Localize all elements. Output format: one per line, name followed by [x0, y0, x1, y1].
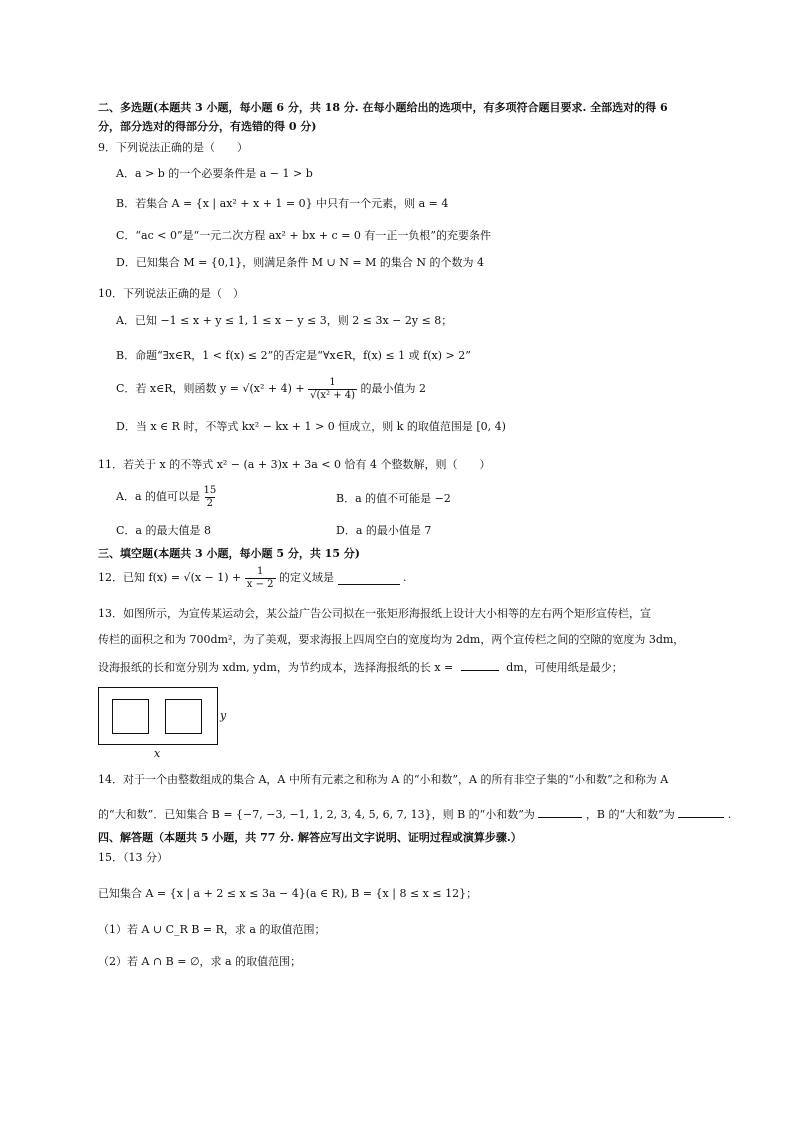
q11-option-a-pre: A．a 的值可以是 [116, 490, 204, 504]
q10-option-a: A．已知 −1 ≤ x + y ≤ 1, 1 ≤ x − y ≤ 3，则 2 ≤ 3x − 2y ≤ 8； [116, 314, 453, 327]
q10-option-b: B．命题“∃x∈R，1 < f(x) ≤ 2”的否定是“∀x∈R，f(x) ≤ 1 或 f(x) > 2” [116, 349, 471, 362]
section-4-heading: 四、解答题（本题共 5 小题，共 77 分. 解答应写出文字说明、证明过程或演算步骤.） [98, 831, 522, 844]
q12-end: . [403, 571, 407, 585]
q11-option-d: D．a 的最小值是 7 [336, 524, 432, 537]
q14-line1: 14．对于一个由整数组成的集合 A，A 中所有元素之和称为 A 的“小和数”，A 的所有非空子集的“小和数”之和称为 A [98, 773, 669, 786]
q10-stem: 10．下列说法正确的是（ ） [98, 287, 244, 300]
q9-stem: 9．下列说法正确的是（ ） [98, 141, 248, 154]
q11-stem: 11．若关于 x 的不等式 x² − (a + 3)x + 3a < 0 恰有 4 个整数解，则（ ） [98, 458, 491, 471]
q15-part1: （1）若 A ∪ C_R B = R，求 a 的取值范围； [98, 923, 326, 936]
q13-line2: 传栏的面积之和为 700dm²，为了美观，要求海报上四周空白的宽度均为 2dm，两个宣传栏之间的空隙的宽度为 3dm， [98, 633, 685, 646]
q10-option-c-numerator: 1 [329, 377, 336, 388]
q10-option-c [116, 377, 426, 411]
poster-height-label: y [220, 709, 227, 722]
q12-post: 的定义域是 [279, 571, 335, 585]
q12-question [98, 566, 407, 600]
q9-option-b: B．若集合 A = {x | ax² + x + 1 = 0} 中只有一个元素，则 a = 4 [116, 197, 449, 210]
q15-given: 已知集合 A = {x | a + 2 ≤ x ≤ 3a − 4}(a ∈ R), B = {x | 8 ≤ x ≤ 12}； [98, 887, 478, 900]
q10-option-c-pre: C．若 x∈R，则函数 y = √(x² + 4) + [116, 382, 309, 396]
poster-right-panel [165, 699, 202, 734]
q12-answer-blank[interactable] [338, 573, 400, 585]
q14-line2-mid: ，B 的“大和数”为 [585, 808, 675, 821]
q9-option-d: D．已知集合 M = {0,1}，则满足条件 M ∪ N = M 的集合 N 的个数为 4 [116, 256, 484, 269]
q13-line3-pre: 设海报纸的长和宽分别为 xdm, ydm，为节约成本，选择海报纸的长 x = [98, 661, 454, 674]
q10-option-c-post: 的最小值为 2 [360, 382, 427, 396]
q12-pre: 12．已知 f(x) = √(x − 1) + [98, 571, 245, 585]
q11-option-b: B．a 的值不可能是 −2 [336, 492, 451, 505]
poster-left-panel [112, 699, 149, 734]
q12-numerator: 1 [256, 566, 264, 577]
q13-answer-blank[interactable] [461, 659, 499, 671]
q9-option-c: C．“ac < 0”是“一元二次方程 ax² + bx + c = 0 有一正一负根”的充要条件 [116, 229, 492, 242]
poster-width-label: x [154, 747, 161, 760]
q13-line1: 13．如图所示，为宣传某运动会，某公益广告公司拟在一张矩形海报纸上设计大小相等的左右两个矩形宣传栏，宣 [98, 607, 651, 620]
q14-line2 [98, 806, 731, 823]
q15-header: 15．（13 分） [98, 851, 168, 864]
q11-option-a-numerator: 15 [203, 485, 217, 496]
section-2-heading-line1: 二、多选题(本题共 3 小题，每小题 6 分，共 18 分. 在每小题给出的选项中，有多项符合题目要求. 全部选对的得 6 [98, 101, 668, 114]
q12-fraction [245, 566, 276, 591]
q10-option-c-fraction [308, 377, 357, 402]
q14-small-sum-blank[interactable] [538, 806, 582, 818]
q13-line3-post: dm，可使用纸是最少； [506, 661, 623, 674]
q14-big-sum-blank[interactable] [678, 806, 724, 818]
q15-part2: （2）若 A ∩ B = ∅，求 a 的取值范围； [98, 955, 302, 968]
q14-line2-end: . [727, 808, 732, 821]
q14-line2-pre: 的“大和数”．已知集合 B = {−7, −3, −1, 1, 2, 3, 4, 5, 6, 7, 13}，则 B 的“小和数”为 [98, 808, 535, 821]
q9-option-a: A．a > b 的一个必要条件是 a − 1 > b [116, 167, 313, 180]
q11-option-a-fraction [204, 485, 217, 510]
q11-option-c: C．a 的最大值是 8 [116, 524, 211, 537]
q11-option-a-denominator: 2 [206, 498, 214, 509]
q10-option-d: D．当 x ∈ R 时，不等式 kx² − kx + 1 > 0 恒成立，则 k 的取值范围是 [0, 4) [116, 420, 506, 433]
section-3-heading: 三、填空题(本题共 3 小题，每小题 5 分，共 15 分) [98, 547, 361, 560]
q10-option-c-denominator: √(x² + 4) [310, 390, 356, 401]
q11-option-a [116, 485, 216, 519]
q12-denominator: x − 2 [246, 579, 274, 590]
q13-line3 [98, 659, 623, 676]
section-2-heading-line2: 分，部分选对的得部分分，有选错的得 0 分) [98, 120, 317, 133]
